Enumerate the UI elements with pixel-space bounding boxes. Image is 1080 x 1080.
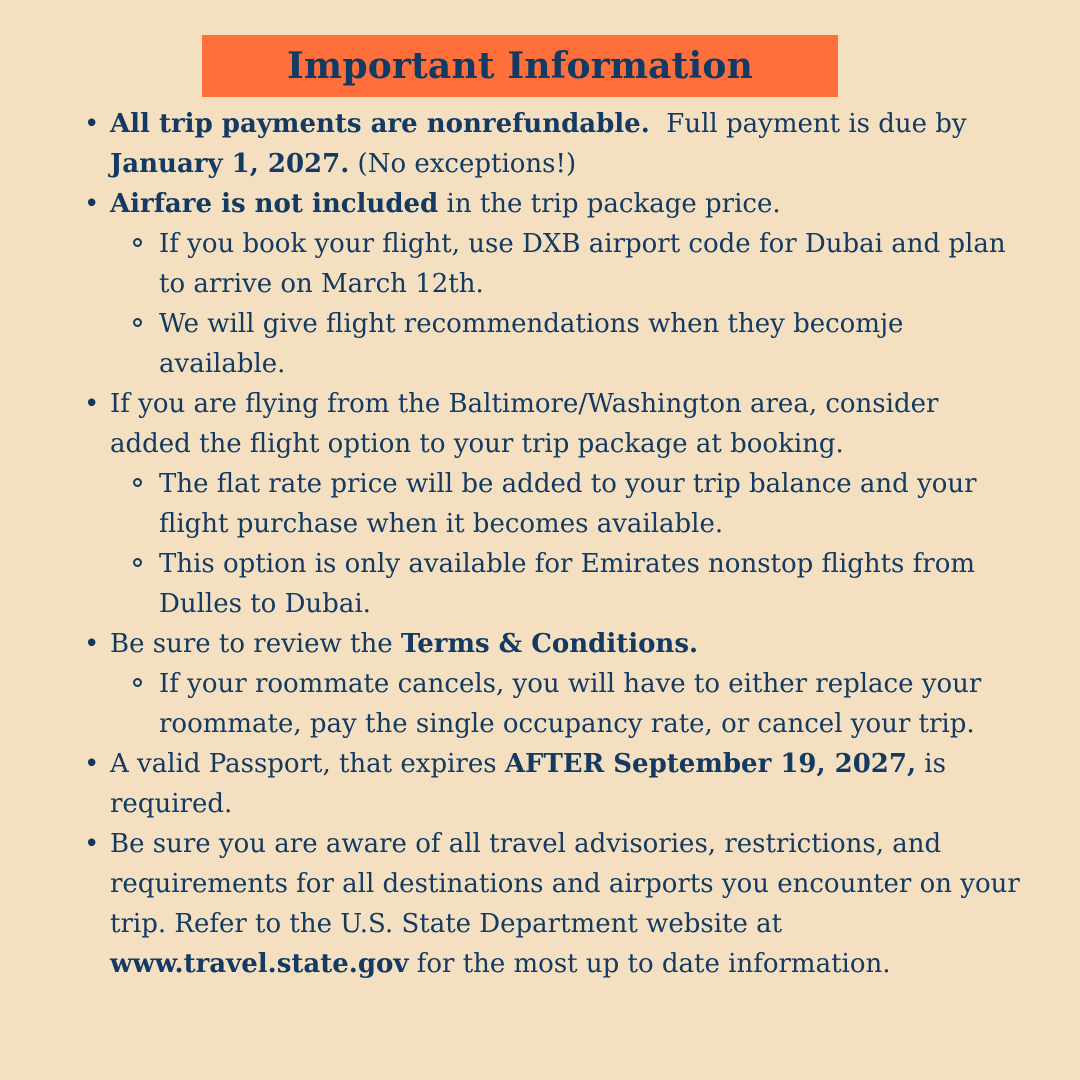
payments-text: Full payment is due by xyxy=(649,109,975,139)
bullet-icon: • xyxy=(84,629,100,659)
terms-text: Be sure to review the xyxy=(110,629,401,659)
state-dept-link[interactable]: www.travel.state.gov xyxy=(110,949,409,979)
subitem-airport-code xyxy=(0,224,1080,304)
bullet-icon: • xyxy=(84,189,100,219)
subitem-text: The flat rate price will be added to your trip balance and your flight purchase when it becomes available. xyxy=(159,469,977,539)
list-item-airfare xyxy=(0,184,1080,224)
list-item-payments xyxy=(0,104,1080,184)
bullet-icon: • xyxy=(84,749,100,779)
circle-bullet-icon xyxy=(133,478,142,487)
subitem-flight-recommendations xyxy=(0,304,1080,384)
airfare-bold: Airfare is not included xyxy=(110,189,439,219)
list-item-flight-option xyxy=(0,384,1080,464)
circle-bullet-icon xyxy=(133,318,142,327)
info-list xyxy=(0,104,1080,984)
payment-due-date: January 1, 2027. xyxy=(110,149,350,179)
subitem-text: If you book your flight, use DXB airport code for Dubai and plan to arrive on March 12th. xyxy=(159,229,1006,299)
payments-bold: All trip payments are nonrefundable. xyxy=(110,109,650,139)
title-banner xyxy=(202,35,838,97)
list-item-advisories xyxy=(0,824,1080,984)
subitem-emirates xyxy=(0,544,1080,624)
advisories-text-end: for the most up to date information. xyxy=(408,949,891,979)
subitem-text: If your roommate cancels, you will have to either replace your roommate, pay the single occupancy rate, or cancel your trip. xyxy=(159,669,982,739)
terms-bold: Terms & Conditions. xyxy=(400,629,699,659)
bullet-icon: • xyxy=(84,389,100,419)
subitem-roommate xyxy=(0,664,1080,744)
passport-text-end: is required. xyxy=(110,749,946,819)
advisories-text: Be sure you are aware of all travel advisories, restrictions, and requirements for all destinations and airports you encounter on your trip. Refer to the U.S. State Department website at xyxy=(110,829,1020,939)
list-item-terms xyxy=(0,624,1080,664)
passport-date: AFTER September 19, 2027, xyxy=(504,749,917,779)
subitem-text: We will give flight recommendations when they becomje available. xyxy=(159,309,904,379)
passport-text: A valid Passport, that expires xyxy=(110,749,505,779)
subitem-flat-rate xyxy=(0,464,1080,544)
list-item-passport xyxy=(0,744,1080,824)
bullet-icon: • xyxy=(84,109,100,139)
payments-note: (No exceptions!) xyxy=(349,149,577,179)
subitem-text: This option is only available for Emirates nonstop flights from Dulles to Dubai. xyxy=(159,549,976,619)
circle-bullet-icon xyxy=(133,678,142,687)
page-title: Important Information xyxy=(287,45,753,87)
circle-bullet-icon xyxy=(133,558,142,567)
circle-bullet-icon xyxy=(133,238,142,247)
flight-option-text: If you are flying from the Baltimore/Washington area, consider added the flight option to your trip package at booking. xyxy=(110,389,939,459)
airfare-text: in the trip package price. xyxy=(438,189,781,219)
bullet-icon: • xyxy=(84,829,100,859)
